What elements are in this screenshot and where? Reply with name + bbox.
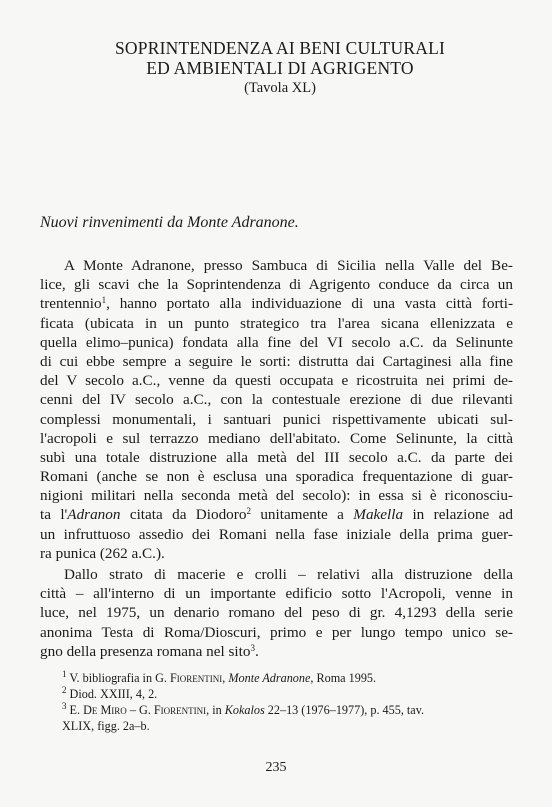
text-line: Dallo strato di macerie e crolli – relativi alla distruzione della <box>64 566 513 583</box>
text-line: quella elimo–punica) fondata alla fine del VI secolo a.C. da Selinunte <box>40 333 513 351</box>
page-number: 235 <box>265 760 287 775</box>
text-line: l'acropoli e sul terrazzo mediano dell'abitato. Come Selinunte, la città <box>40 429 513 447</box>
footnote-3 <box>40 702 513 718</box>
text-fragment: citata da Diodoro <box>120 506 247 524</box>
text-line: nigioni militari nella seconda metà del secolo): in essa si è riconosciu- <box>40 487 513 505</box>
header-line-1: SOPRINTENDENZA AI BENI CULTURALI <box>115 38 445 58</box>
footnote-marker: 2 <box>62 685 67 695</box>
text-fragment: ta l' <box>40 506 68 524</box>
text-line: cenni del IV secolo a.C., con la contestuale erezione di due rilevanti <box>40 391 513 409</box>
footnote-text: , Roma 1995. <box>310 671 377 685</box>
paragraph-2 <box>40 565 513 661</box>
italic-term-makella: Makella <box>353 506 404 524</box>
footnote-text: V. bibliografia in G. <box>69 671 170 685</box>
footnote-text: 22–13 (1976–1977), p. 455, tav. <box>264 703 425 717</box>
text-line: Romani (anche se non è esclusa una sporadica frequentazione di guar- <box>40 468 513 486</box>
text-line: complessi monumentali, i santuari punici rispettivamente ubicati sul- <box>40 410 513 428</box>
text-line <box>40 505 513 524</box>
text-fragment: unitamente a <box>250 506 354 524</box>
footnote-text: , <box>222 671 229 685</box>
footnote-marker: 3 <box>62 701 67 711</box>
author-name: Fiorentini <box>153 703 207 717</box>
text-line: lice, gli scavi che la Soprintendenza di Agrigento conduce da circa un <box>40 276 513 294</box>
text-fragment: in relazione ad <box>403 506 513 524</box>
footnote-ref-3: 3 <box>250 642 255 653</box>
footnote-2 <box>40 686 513 702</box>
footnote-text: Diod. XXIII, 4, 2. <box>69 687 158 701</box>
text-fragment: trentennio <box>40 295 102 313</box>
footnote-ref-2: 2 <box>246 506 251 517</box>
footnote-text: E. <box>69 703 84 717</box>
italic-term-adranon: Adranon <box>67 506 121 524</box>
author-name: De Miro <box>83 703 127 717</box>
text-line: A Monte Adranone, presso Sambuca di Sicilia nella Valle del Be- <box>64 257 513 274</box>
text-line: subì una totale distruzione alla metà del III secolo a.C. da parte dei <box>40 448 513 466</box>
text-line: ra punica (262 a.C.). <box>40 544 165 562</box>
text-line: di cui ebbe sempre a seguire le sorti: distrutta dai Cartaginesi alla fine <box>40 352 513 370</box>
footnote-3-continuation: XLIX, figg. 2a–b. <box>62 719 150 733</box>
author-name: Fiorentini <box>169 671 223 685</box>
footnote-ref-1: 1 <box>101 295 107 306</box>
header-line-2: ED AMBIENTALI DI AGRIGENTO <box>146 58 414 78</box>
text-line: città – all'interno di un importante edificio sotto l'Acropoli, venne in <box>40 585 513 603</box>
text-fragment: . <box>254 642 259 660</box>
footnote-text: – G. <box>126 703 154 717</box>
header-table-reference: (Tavola XL) <box>244 80 316 96</box>
journal-title: Kokalos <box>224 703 265 717</box>
text-line <box>40 642 513 661</box>
page-header <box>70 38 490 98</box>
footnote-1 <box>40 670 513 686</box>
paragraph-1 <box>40 256 513 563</box>
footnote-marker: 1 <box>62 669 67 679</box>
text-line: un infruttuoso assedio dei Romani nella fase iniziale della prima guer- <box>40 525 513 543</box>
text-line: del V secolo a.C., venne da questi occupata e ricostruita nei primi de- <box>40 372 513 390</box>
footnotes <box>40 670 513 734</box>
text-line <box>40 294 513 313</box>
text-line: anonima Testa di Roma/Dioscuri, primo e per lungo tempo unico se- <box>40 623 513 641</box>
body-text <box>40 256 513 661</box>
work-title: Monte Adranone <box>228 671 311 685</box>
text-fragment: gno della presenza romana nel sito <box>40 642 251 660</box>
text-line: ficata (ubicata in un punto strategico tra l'area sicana ellenizzata e <box>40 314 513 332</box>
section-title: Nuovi rinvenimenti da Monte Adranone. <box>40 214 299 231</box>
text-line: luce, nel 1975, un denario romano del peso di gr. 4,1293 della serie <box>40 604 513 622</box>
footnote-text: , in <box>206 703 225 717</box>
text-fragment: , hanno portato alla individuazione di una vasta città forti- <box>106 295 513 313</box>
